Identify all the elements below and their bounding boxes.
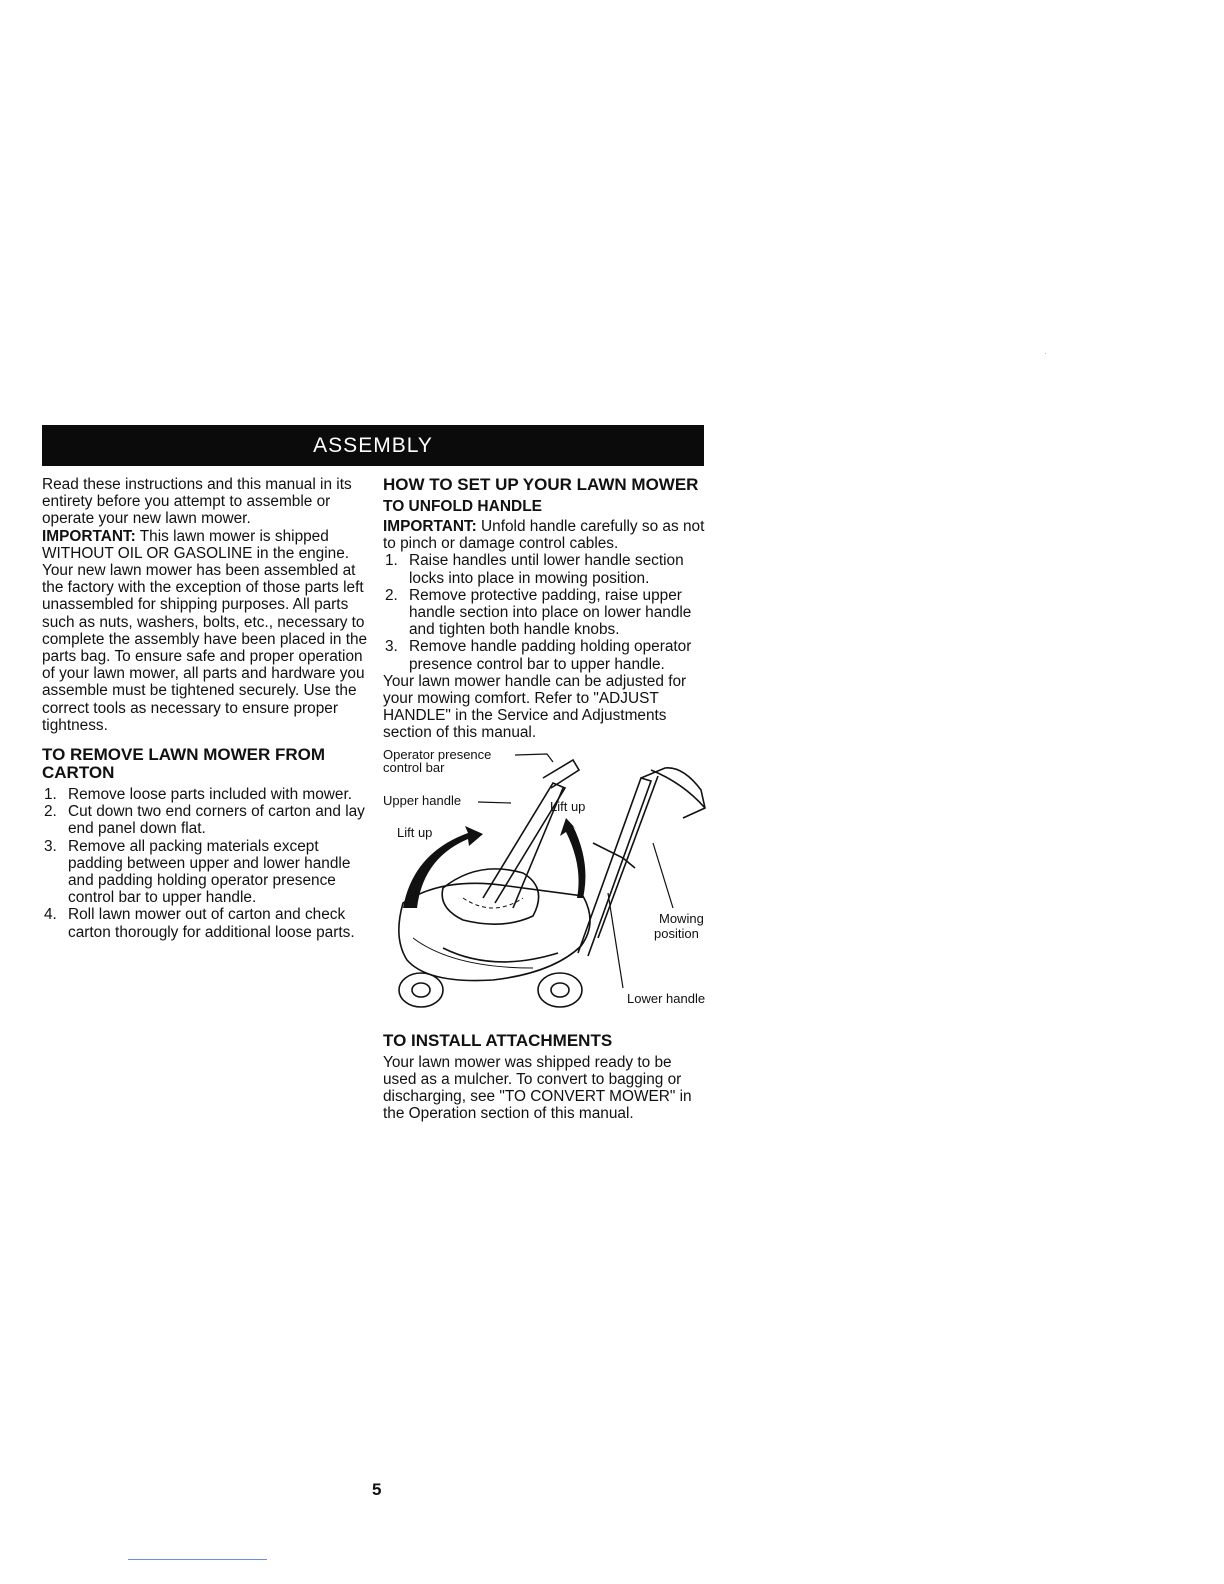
- section-banner: [42, 425, 704, 466]
- lift-arrow-right: [560, 818, 585, 898]
- label-lift-up-left: Lift up: [397, 824, 433, 840]
- pointer-mowing: [653, 843, 673, 908]
- step-text: Cut down two end corners of carton and lay end panel down flat.: [68, 803, 365, 838]
- step-text: Roll lawn mower out of carton and check carton thorougly for additional loose parts.: [68, 906, 355, 941]
- unfold-heading: TO UNFOLD HANDLE: [383, 498, 543, 515]
- right-column: [383, 476, 709, 1122]
- rear-wheel-hub: [551, 983, 569, 997]
- label-mowing: Mowing: [659, 910, 704, 926]
- important-text: This lawn mower is shipped WITHOUT OIL OR GASOLINE in the engine.: [42, 527, 350, 562]
- footer-link-underline: [128, 1559, 267, 1560]
- important-label: IMPORTANT:: [42, 527, 136, 545]
- assembled-paragraph: Your new lawn mower has been assembled at the factory with the exception of those parts left unassembled for shipping purposes. All parts such as nuts, washers, bolts, etc., necessary to complete the assembly have been placed in the parts bag. To ensure safe and proper operation of your lawn mower, all parts and hardware you assemble must be tightened securely. Use the correct tools as necessary to ensure proper tightness.: [42, 562, 368, 734]
- attach-paragraph: Your lawn mower was shipped ready to be used as a mulcher. To convert to bagging or discharging, see "TO CONVERT MOWER" in the Operation section of this manual.: [383, 1053, 692, 1123]
- list-item: [383, 552, 709, 586]
- step-number: 3.: [385, 638, 398, 656]
- raised-bar: [651, 770, 705, 808]
- intro-paragraph: Read these instructions and this manual in its entirety before you attempt to assemble or operate your new lawn mower.: [42, 476, 352, 528]
- step-number: 1.: [44, 786, 57, 804]
- list-item: [42, 906, 368, 940]
- pointer-lower: [608, 893, 623, 988]
- scan-artifact: [1045, 353, 1046, 354]
- important-label: IMPORTANT:: [383, 518, 477, 535]
- mower-illustration: [383, 748, 709, 1028]
- step-text: Raise handles until lower handle section locks into place in mowing position.: [409, 552, 684, 587]
- step-number: 3.: [44, 837, 57, 855]
- step-number: 1.: [385, 552, 398, 570]
- step-text: Remove loose parts included with mower.: [68, 786, 353, 804]
- label-lower-handle: Lower handle: [627, 990, 706, 1006]
- attach-heading: TO INSTALL ATTACHMENTS: [383, 1030, 613, 1050]
- pointer-upper: [478, 802, 511, 803]
- list-item: [42, 786, 368, 803]
- front-wheel-hub: [412, 983, 430, 997]
- important-note: [383, 518, 709, 552]
- raised-handle-top: [641, 767, 705, 817]
- step-text: Remove all packing materials except padding between upper and lower handle and padding holding operator presence control bar to upper handle.: [68, 837, 351, 907]
- remove-steps: [42, 786, 368, 941]
- list-item: [383, 587, 709, 639]
- step-number: 4.: [44, 906, 57, 924]
- label-position: position: [654, 925, 699, 941]
- step-text: Remove handle padding holding operator presence control bar to upper handle.: [409, 638, 692, 673]
- control-bar-folded: [543, 760, 579, 788]
- pointer-operator: [515, 754, 553, 762]
- step-number: 2.: [385, 586, 398, 604]
- label-control-bar: control bar: [383, 759, 445, 775]
- adjust-paragraph: Your lawn mower handle can be adjusted for your mowing comfort. Refer to "ADJUST HANDLE" in the Service and Adjustments section of this manual.: [383, 672, 687, 742]
- left-column: [42, 476, 368, 941]
- important-text: Unfold handle carefully so as not to pinch or damage control cables.: [383, 518, 705, 553]
- deck-rim: [413, 938, 533, 968]
- important-note: [42, 528, 368, 562]
- label-lift-up-right: Lift up: [550, 798, 586, 814]
- list-item: [383, 638, 709, 672]
- label-upper-handle: Upper handle: [383, 792, 462, 808]
- list-item: [42, 803, 368, 837]
- handle-unfold-figure: [383, 748, 709, 1028]
- unfold-steps: [383, 552, 709, 672]
- lower-handle-2: [598, 776, 658, 938]
- front-wheel: [399, 973, 443, 1007]
- rear-wheel: [538, 973, 582, 1007]
- step-text: Remove protective padding, raise upper handle section into place on lower handle and tighten both handle knobs.: [409, 586, 692, 639]
- list-item: [42, 838, 368, 907]
- page-number: 5: [372, 1480, 382, 1499]
- engine: [442, 869, 538, 924]
- remove-heading: TO REMOVE LAWN MOWER FROM CARTON: [42, 745, 326, 783]
- step-number: 2.: [44, 803, 57, 821]
- banner-title: ASSEMBLY: [313, 434, 433, 457]
- setup-heading: HOW TO SET UP YOUR LAWN MOWER: [383, 475, 699, 494]
- label-operator-presence: Operator presence: [383, 746, 492, 762]
